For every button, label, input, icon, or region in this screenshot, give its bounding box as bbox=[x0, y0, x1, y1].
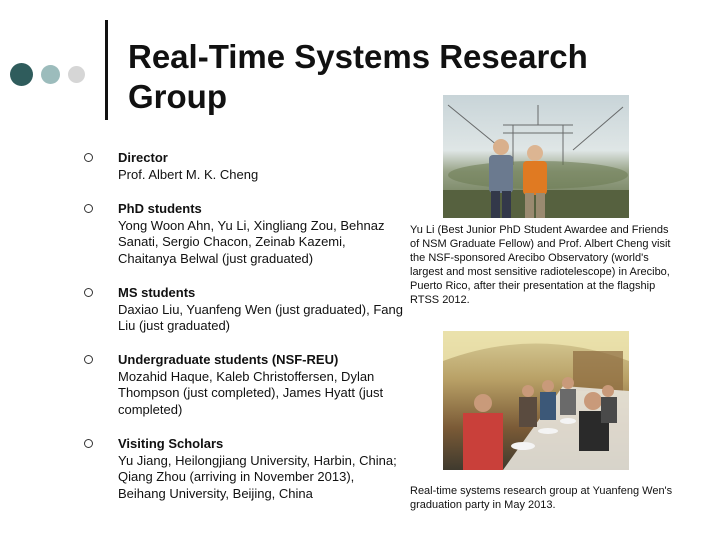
bullet-marker bbox=[84, 439, 93, 448]
graduation-party-photo bbox=[443, 331, 629, 470]
arecibo-photo-caption: Yu Li (Best Junior PhD Student Awardee and Friends of NSM Graduate Fellow) and Prof. Albert Cheng visit the NSF-sponsored Arecibo Observatory (world's largest and most sensitive radiotelescope) in Arecibo, Puerto Rico, after their presentation at the flagship RTSS 2012. bbox=[410, 224, 671, 306]
arecibo-photo bbox=[443, 95, 629, 218]
bullet-heading: MS students bbox=[118, 285, 196, 300]
bullet-heading: Director bbox=[118, 150, 168, 165]
graduation-party-photo-art bbox=[443, 331, 629, 470]
bullet-marker bbox=[84, 153, 93, 162]
bullet-heading: Undergraduate students (NSF-REU) bbox=[118, 352, 339, 367]
dot-light bbox=[68, 66, 85, 83]
bullet-heading: PhD students bbox=[118, 201, 202, 216]
bullet-marker bbox=[84, 355, 93, 364]
dot-medium bbox=[41, 65, 60, 84]
bullet-body: Yu Jiang, Heilongjiang University, Harbin, China; Qiang Zhou (arriving in November 2013), Beihang University, Beijing, China bbox=[118, 452, 397, 501]
bullet-body: Prof. Albert M. K. Cheng bbox=[118, 166, 259, 182]
slide-title-line2: Group bbox=[128, 78, 227, 115]
slide-title-line1: Real-Time Systems Research bbox=[128, 38, 588, 75]
dot-dark bbox=[10, 63, 33, 86]
graduation-party-photo-caption: Real-time systems research group at Yuanfeng Wen's graduation party in May 2013. bbox=[410, 485, 673, 511]
title-divider bbox=[105, 20, 108, 120]
bullet-body: Yong Woon Ahn, Yu Li, Xingliang Zou, Behnaz Sanati, Sergio Chacon, Zeinab Kazemi, Chaitanya Belwal (just graduated) bbox=[118, 217, 385, 266]
bullet-body: Daxiao Liu, Yuanfeng Wen (just graduated), Fang Liu (just graduated) bbox=[118, 301, 403, 333]
arecibo-photo-art bbox=[443, 95, 629, 218]
bullet-body: Mozahid Haque, Kaleb Christoffersen, Dylan Thompson (just completed), James Hyatt (just completed) bbox=[118, 368, 384, 417]
bullet-marker bbox=[84, 288, 93, 297]
bullet-heading: Visiting Scholars bbox=[118, 436, 224, 451]
bullet-marker bbox=[84, 204, 93, 213]
